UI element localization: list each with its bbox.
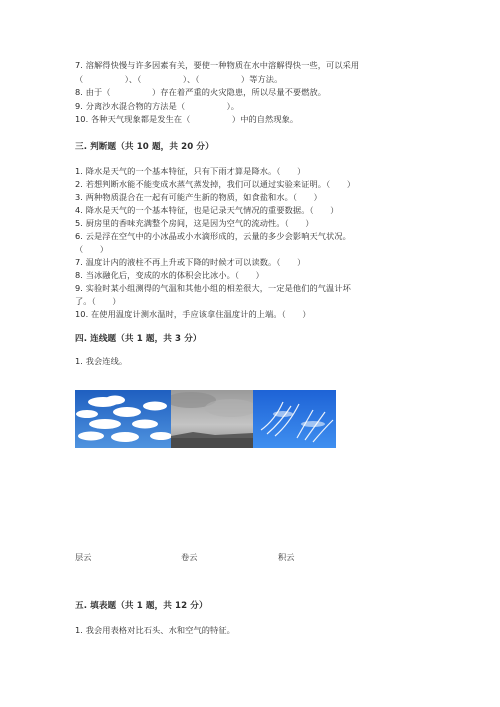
match-q1: 1. 我会连线。 <box>75 356 128 366</box>
judge-q6-line1: 6. 云是浮在空气中的小冰晶或小水滴形成的，云量的多少会影响天气状况。 <box>75 231 351 241</box>
judge-q6-line2: （ ） <box>75 244 109 254</box>
section4-title: 四. 连线题（共 1 题，共 3 分） <box>75 334 202 344</box>
caption-cirrus: 卷云 <box>181 552 198 562</box>
judge-q9-line2: 了。（ ） <box>75 296 121 306</box>
fill-q7-line1: 7. 溶解得快慢与许多因素有关，要使一种物质在水中溶解得快一些，可以采用 <box>75 60 360 70</box>
caption-cumulus: 积云 <box>278 552 295 562</box>
cloud-photo-cumulus <box>75 390 171 448</box>
fill-q8: 8. 由于（ ）存在着严重的火灾隐患，所以尽量不要燃放。 <box>75 87 327 97</box>
judge-q5: 5. 厨房里的香味充满整个房间，这是因为空气的流动性。（ ） <box>75 218 314 228</box>
judge-q7: 7. 温度计内的液柱不再上升或下降的时候才可以读数。（ ） <box>75 257 306 267</box>
judge-q1: 1. 降水是天气的一个基本特征，只有下雨才算是降水。（ ） <box>75 166 306 176</box>
judge-q4: 4. 降水是天气的一个基本特征，也是记录天气情况的重要数据。（ ） <box>75 205 339 215</box>
judge-q8: 8. 当冰融化后，变成的水的体积会比冰小。（ ） <box>75 270 264 280</box>
fill-q10: 10. 各种天气现象都是发生在（ ）中的自然现象。 <box>75 114 299 124</box>
table-q1: 1. 我会用表格对比石头、水和空气的特征。 <box>75 625 235 635</box>
judge-q3: 3. 两种物质混合在一起有可能产生新的物质，如食盐和水。（ ） <box>75 192 322 202</box>
caption-stratus: 层云 <box>75 552 92 562</box>
section3-title: 三. 判断题（共 10 题，共 20 分） <box>75 142 214 152</box>
judge-q2: 2. 若想判断水能不能变成水蒸气蒸发掉，我们可以通过实验来证明。（ ） <box>75 179 356 189</box>
judge-q10: 10. 在使用温度计测水温时，手应该拿住温度计的上端。（ ） <box>75 309 311 319</box>
cloud-photo-cirrus <box>253 390 336 448</box>
fill-q7-line2: （ ）、（ ）、（ ）等方法。 <box>75 74 283 84</box>
cloud-photo-stratus <box>171 390 253 448</box>
judge-q9-line1: 9. 实验时某小组测得的气温和其他小组的相差很大，一定是他们的气温计坏 <box>75 283 351 293</box>
section5-title: 五. 填表题（共 1 题，共 12 分） <box>75 601 208 611</box>
fill-q9: 9. 分离沙水混合物的方法是（ ）。 <box>75 101 240 111</box>
